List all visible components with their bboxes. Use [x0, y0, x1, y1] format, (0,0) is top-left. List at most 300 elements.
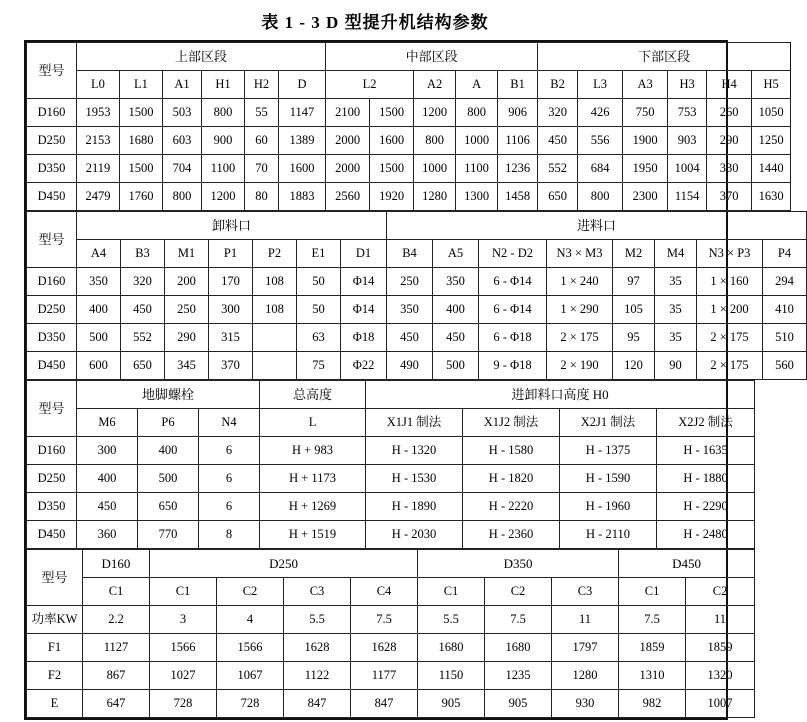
- cell: 410: [763, 296, 807, 324]
- cell: 1953: [77, 99, 120, 127]
- col-H5: H5: [752, 71, 791, 99]
- cell: 650: [138, 493, 199, 521]
- cell: 400: [77, 465, 138, 493]
- cell: 2.2: [83, 606, 150, 634]
- cell: 1859: [686, 634, 755, 662]
- cell: H - 1960: [560, 493, 657, 521]
- table-row: [27, 127, 791, 155]
- col-H4: H4: [707, 71, 752, 99]
- cell: [253, 324, 297, 352]
- col-B3: B3: [121, 240, 165, 268]
- row-label-power: 功率KW: [27, 606, 83, 634]
- cell: 1320: [686, 662, 755, 690]
- cell: 2 × 175: [697, 352, 763, 380]
- cell: 556: [578, 127, 623, 155]
- cell: H - 1320: [366, 437, 463, 465]
- row-label-header: 型号: [27, 550, 83, 606]
- col-N4: N4: [199, 409, 260, 437]
- cell: 1200: [414, 99, 456, 127]
- cell: 35: [655, 296, 697, 324]
- cell: 370: [209, 352, 253, 380]
- group-header-lower: 下部区段: [538, 43, 791, 71]
- col-P1: P1: [209, 240, 253, 268]
- cell: 2 × 190: [547, 352, 613, 380]
- cell: H - 2220: [463, 493, 560, 521]
- cell: H - 2110: [560, 521, 657, 549]
- col-C2: C2: [686, 578, 755, 606]
- col-N3xP3: N3 × P3: [697, 240, 763, 268]
- cell: 360: [77, 521, 138, 549]
- cell: 5.5: [418, 606, 485, 634]
- cell: 7.5: [485, 606, 552, 634]
- cell: 800: [456, 99, 498, 127]
- cell: 2119: [77, 155, 120, 183]
- row-model: D450: [27, 352, 77, 380]
- col-X1J2: X1J2 制法: [463, 409, 560, 437]
- cell: 400: [433, 296, 479, 324]
- col-L0: L0: [77, 71, 120, 99]
- cell: 1236: [498, 155, 538, 183]
- cell: 8: [199, 521, 260, 549]
- cell: 600: [77, 352, 121, 380]
- col-A: A: [456, 71, 498, 99]
- col-H1: H1: [202, 71, 245, 99]
- group-header-middle: 中部区段: [326, 43, 538, 71]
- cell: 770: [138, 521, 199, 549]
- cell: 650: [538, 183, 578, 211]
- col-C2: C2: [485, 578, 552, 606]
- cell: 903: [668, 127, 707, 155]
- group-header-D160: D160: [83, 550, 150, 578]
- cell: 1310: [619, 662, 686, 690]
- cell: 1280: [414, 183, 456, 211]
- cell: H - 1590: [560, 465, 657, 493]
- cell: 1007: [686, 690, 755, 718]
- parameter-table-upper-middle-lower: [26, 42, 791, 211]
- column-header-row: [27, 240, 807, 268]
- cell: 3: [150, 606, 217, 634]
- cell: 80: [245, 183, 279, 211]
- cell: 930: [552, 690, 619, 718]
- table-row: [27, 606, 755, 634]
- col-A2: A2: [414, 71, 456, 99]
- cell: 1280: [552, 662, 619, 690]
- cell: 6: [199, 465, 260, 493]
- table-row: [27, 268, 807, 296]
- table-row: [27, 465, 755, 493]
- cell: 400: [77, 296, 121, 324]
- cell: 1100: [202, 155, 245, 183]
- cell: 847: [351, 690, 418, 718]
- cell: Φ14: [341, 296, 387, 324]
- cell: 450: [538, 127, 578, 155]
- cell: 1106: [498, 127, 538, 155]
- cell: 500: [77, 324, 121, 352]
- table-row: [27, 521, 755, 549]
- column-header-row: [27, 71, 791, 99]
- cell: 11: [686, 606, 755, 634]
- cell: H - 1580: [463, 437, 560, 465]
- cell: 250: [165, 296, 209, 324]
- group-header-D350: D350: [418, 550, 619, 578]
- col-D1: D1: [341, 240, 387, 268]
- parameter-table-power: [26, 549, 755, 718]
- cell: 1920: [370, 183, 414, 211]
- cell: 704: [163, 155, 202, 183]
- cell: 35: [655, 268, 697, 296]
- cell: 7.5: [619, 606, 686, 634]
- group-header-row: [27, 550, 755, 578]
- cell: 450: [433, 324, 479, 352]
- table-row: [27, 437, 755, 465]
- cell: 7.5: [351, 606, 418, 634]
- cell: 2000: [326, 155, 370, 183]
- cell: 2560: [326, 183, 370, 211]
- group-header-discharge: 卸料口: [77, 212, 387, 240]
- cell: 6 - Φ18: [479, 324, 547, 352]
- col-C1: C1: [83, 578, 150, 606]
- cell: 35: [655, 324, 697, 352]
- cell: 1147: [279, 99, 326, 127]
- cell: 450: [77, 493, 138, 521]
- cell: Φ18: [341, 324, 387, 352]
- group-header-row: [27, 212, 807, 240]
- col-M6: M6: [77, 409, 138, 437]
- cell: 120: [613, 352, 655, 380]
- cell: 1628: [351, 634, 418, 662]
- cell: 350: [433, 268, 479, 296]
- cell: 867: [83, 662, 150, 690]
- cell: 1100: [456, 155, 498, 183]
- cell: 1004: [668, 155, 707, 183]
- row-model: D350: [27, 155, 77, 183]
- cell: 5.5: [284, 606, 351, 634]
- group-header-D450: D450: [619, 550, 755, 578]
- cell: 2 × 175: [547, 324, 613, 352]
- cell: 2 × 175: [697, 324, 763, 352]
- cell: 50: [297, 268, 341, 296]
- cell: H - 2290: [657, 493, 755, 521]
- cell: H + 1173: [260, 465, 366, 493]
- cell: 560: [763, 352, 807, 380]
- cell: 1680: [485, 634, 552, 662]
- col-E1: E1: [297, 240, 341, 268]
- cell: 800: [163, 183, 202, 211]
- cell: 603: [163, 127, 202, 155]
- cell: H - 1375: [560, 437, 657, 465]
- cell: 1122: [284, 662, 351, 690]
- cell: 1389: [279, 127, 326, 155]
- cell: 1 × 290: [547, 296, 613, 324]
- cell: 108: [253, 268, 297, 296]
- cell: 1500: [370, 155, 414, 183]
- cell: 1177: [351, 662, 418, 690]
- col-B4: B4: [387, 240, 433, 268]
- col-B2: B2: [538, 71, 578, 99]
- cell: Φ22: [341, 352, 387, 380]
- cell: H - 1820: [463, 465, 560, 493]
- cell: [253, 352, 297, 380]
- cell: H + 1269: [260, 493, 366, 521]
- cell: 847: [284, 690, 351, 718]
- cell: 1566: [150, 634, 217, 662]
- cell: 1950: [623, 155, 668, 183]
- cell: 1027: [150, 662, 217, 690]
- cell: 50: [297, 296, 341, 324]
- cell: 2000: [326, 127, 370, 155]
- col-P4: P4: [763, 240, 807, 268]
- cell: 982: [619, 690, 686, 718]
- group-header-total-height: 总高度: [260, 381, 366, 409]
- cell: 1458: [498, 183, 538, 211]
- cell: 400: [138, 437, 199, 465]
- cell: 1 × 200: [697, 296, 763, 324]
- cell: 350: [387, 296, 433, 324]
- cell: 1900: [623, 127, 668, 155]
- cell: 60: [245, 127, 279, 155]
- table-row: [27, 493, 755, 521]
- col-X1J1: X1J1 制法: [366, 409, 463, 437]
- cell: 300: [209, 296, 253, 324]
- row-model: D350: [27, 493, 77, 521]
- cell: 1600: [370, 127, 414, 155]
- col-L: L: [260, 409, 366, 437]
- cell: 753: [668, 99, 707, 127]
- cell: 1760: [120, 183, 163, 211]
- cell: 95: [613, 324, 655, 352]
- cell: 1050: [752, 99, 791, 127]
- cell: 63: [297, 324, 341, 352]
- cell: 1680: [418, 634, 485, 662]
- cell: 800: [202, 99, 245, 127]
- cell: H - 2480: [657, 521, 755, 549]
- cell: 200: [165, 268, 209, 296]
- group-header-row: [27, 43, 791, 71]
- col-X2J2: X2J2 制法: [657, 409, 755, 437]
- cell: 1500: [120, 155, 163, 183]
- cell: 2300: [623, 183, 668, 211]
- cell: H - 2030: [366, 521, 463, 549]
- cell: 55: [245, 99, 279, 127]
- col-X2J1: X2J1 制法: [560, 409, 657, 437]
- col-C1: C1: [150, 578, 217, 606]
- cell: H - 1880: [657, 465, 755, 493]
- col-A3: A3: [623, 71, 668, 99]
- col-P6: P6: [138, 409, 199, 437]
- parameter-table-discharge-feed: [26, 211, 807, 380]
- group-header-row: [27, 381, 755, 409]
- cell: 510: [763, 324, 807, 352]
- table-row: [27, 634, 755, 662]
- row-model: D450: [27, 521, 77, 549]
- col-B1: B1: [498, 71, 538, 99]
- row-label-E: E: [27, 690, 83, 718]
- col-P2: P2: [253, 240, 297, 268]
- cell: 11: [552, 606, 619, 634]
- cell: 350: [77, 268, 121, 296]
- cell: 170: [209, 268, 253, 296]
- cell: 70: [245, 155, 279, 183]
- cell: H - 1890: [366, 493, 463, 521]
- cell: H - 1530: [366, 465, 463, 493]
- cell: 450: [387, 324, 433, 352]
- cell: 315: [209, 324, 253, 352]
- row-model: D160: [27, 268, 77, 296]
- cell: 320: [538, 99, 578, 127]
- row-model: D350: [27, 324, 77, 352]
- cell: 500: [138, 465, 199, 493]
- cell: 90: [655, 352, 697, 380]
- col-C1: C1: [619, 578, 686, 606]
- row-model: D250: [27, 296, 77, 324]
- group-header-D250: D250: [150, 550, 418, 578]
- cell: 503: [163, 99, 202, 127]
- row-model: D250: [27, 465, 77, 493]
- cell: 4: [217, 606, 284, 634]
- cell: 552: [121, 324, 165, 352]
- cell: 1 × 160: [697, 268, 763, 296]
- row-model: D160: [27, 99, 77, 127]
- cell: 650: [121, 352, 165, 380]
- cell: 490: [387, 352, 433, 380]
- cell: 2100: [326, 99, 370, 127]
- col-L3: L3: [578, 71, 623, 99]
- parameter-table-anchor-height: [26, 380, 755, 549]
- cell: 250: [387, 268, 433, 296]
- cell: 1628: [284, 634, 351, 662]
- cell: 1000: [414, 155, 456, 183]
- col-M4: M4: [655, 240, 697, 268]
- cell: 290: [165, 324, 209, 352]
- page-title: 表 1 - 3 D 型提升机结构参数: [261, 13, 489, 32]
- cell: 294: [763, 268, 807, 296]
- cell: 9 - Φ18: [479, 352, 547, 380]
- cell: 1 × 240: [547, 268, 613, 296]
- cell: 1680: [120, 127, 163, 155]
- table-row: [27, 352, 807, 380]
- group-header-port-height: 进卸料口高度 H0: [366, 381, 755, 409]
- cell: 290: [707, 127, 752, 155]
- cell: 552: [538, 155, 578, 183]
- cell: 1883: [279, 183, 326, 211]
- table-row: [27, 662, 755, 690]
- cell: H - 2360: [463, 521, 560, 549]
- cell: H + 1519: [260, 521, 366, 549]
- col-A5: A5: [433, 240, 479, 268]
- col-L1: L1: [120, 71, 163, 99]
- cell: 1250: [752, 127, 791, 155]
- cell: 1797: [552, 634, 619, 662]
- cell: 1200: [202, 183, 245, 211]
- col-H2: H2: [245, 71, 279, 99]
- col-C3: C3: [552, 578, 619, 606]
- row-label-header: 型号: [27, 212, 77, 268]
- row-model: D160: [27, 437, 77, 465]
- group-header-anchor-bolt: 地脚螺栓: [77, 381, 260, 409]
- col-C4: C4: [351, 578, 418, 606]
- cell: 1150: [418, 662, 485, 690]
- table-row: [27, 690, 755, 718]
- cell: 370: [707, 183, 752, 211]
- col-C2: C2: [217, 578, 284, 606]
- group-header-upper: 上部区段: [77, 43, 326, 71]
- group-header-feed: 进料口: [387, 212, 807, 240]
- cell: 6 - Φ14: [479, 268, 547, 296]
- cell: 750: [623, 99, 668, 127]
- cell: 1127: [83, 634, 150, 662]
- cell: 647: [83, 690, 150, 718]
- col-M2: M2: [613, 240, 655, 268]
- cell: 1154: [668, 183, 707, 211]
- col-D: D: [279, 71, 326, 99]
- cell: 105: [613, 296, 655, 324]
- cell: 728: [150, 690, 217, 718]
- cell: 1235: [485, 662, 552, 690]
- cell: 1500: [120, 99, 163, 127]
- cell: 345: [165, 352, 209, 380]
- cell: 330: [707, 155, 752, 183]
- cell: 6: [199, 493, 260, 521]
- cell: 75: [297, 352, 341, 380]
- cell: Φ14: [341, 268, 387, 296]
- cell: 426: [578, 99, 623, 127]
- cell: 97: [613, 268, 655, 296]
- cell: 6 - Φ14: [479, 296, 547, 324]
- column-header-row: [27, 578, 755, 606]
- row-label-header: 型号: [27, 43, 77, 99]
- row-label-F1: F1: [27, 634, 83, 662]
- table-row: [27, 183, 791, 211]
- cell: H - 1635: [657, 437, 755, 465]
- cell: 1630: [752, 183, 791, 211]
- row-model: D250: [27, 127, 77, 155]
- col-H3: H3: [668, 71, 707, 99]
- cell: 1000: [456, 127, 498, 155]
- row-label-header: 型号: [27, 381, 77, 437]
- cell: 905: [418, 690, 485, 718]
- cell: 6: [199, 437, 260, 465]
- row-label-F2: F2: [27, 662, 83, 690]
- cell: 728: [217, 690, 284, 718]
- col-M1: M1: [165, 240, 209, 268]
- table-row: [27, 155, 791, 183]
- cell: 450: [121, 296, 165, 324]
- col-C3: C3: [284, 578, 351, 606]
- cell: 1300: [456, 183, 498, 211]
- cell: 800: [578, 183, 623, 211]
- col-A1: A1: [163, 71, 202, 99]
- cell: 500: [433, 352, 479, 380]
- table-row: [27, 296, 807, 324]
- table-frame: [24, 40, 794, 720]
- row-model: D450: [27, 183, 77, 211]
- cell: 1500: [370, 99, 414, 127]
- cell: 2153: [77, 127, 120, 155]
- cell: 1600: [279, 155, 326, 183]
- col-C1: C1: [418, 578, 485, 606]
- cell: 900: [202, 127, 245, 155]
- cell: 906: [498, 99, 538, 127]
- col-N2-D2: N2 - D2: [479, 240, 547, 268]
- cell: 684: [578, 155, 623, 183]
- cell: 1440: [752, 155, 791, 183]
- cell: 905: [485, 690, 552, 718]
- cell: 800: [414, 127, 456, 155]
- col-L2: L2: [326, 71, 414, 99]
- cell: 320: [121, 268, 165, 296]
- cell: H + 983: [260, 437, 366, 465]
- cell: 108: [253, 296, 297, 324]
